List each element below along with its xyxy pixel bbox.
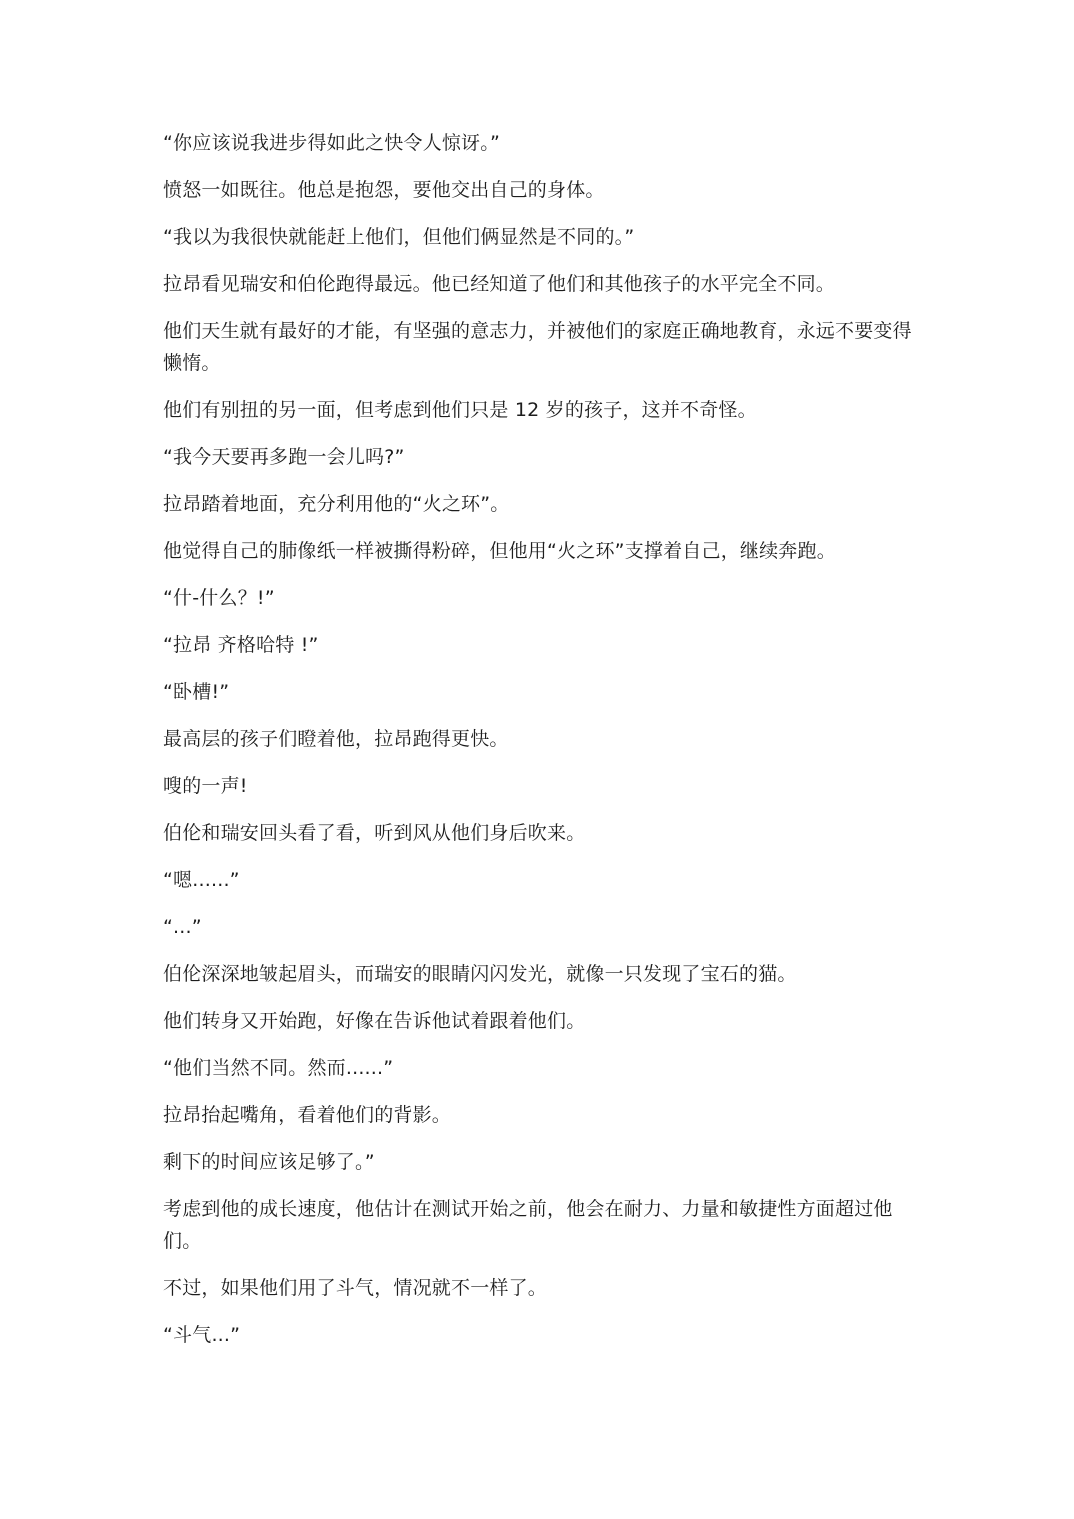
paragraph: “你应该说我进步得如此之快令人惊讶。”	[163, 132, 500, 154]
paragraph: 考虑到他的成长速度，他估计在测试开始之前，他会在耐力、力量和敏捷性方面超过他们。	[163, 1198, 893, 1252]
paragraph: 他们转身又开始跑，好像在告诉他试着跟着他们。	[163, 1010, 586, 1032]
paragraph: “嗯......”	[163, 869, 240, 891]
paragraph: 伯伦深深地皱起眉头，而瑞安的眼睛闪闪发光，就像一只发现了宝石的猫。	[163, 963, 797, 985]
paragraph: “拉昂 齐格哈特 !”	[163, 634, 319, 656]
paragraph: 他们有别扭的另一面，但考虑到他们只是 12 岁的孩子，这并不奇怪。	[163, 399, 757, 421]
paragraph: 伯伦和瑞安回头看了看，听到风从他们身后吹来。	[163, 822, 586, 844]
paragraph: “我今天要再多跑一会儿吗?”	[163, 446, 405, 468]
paragraph: “卧槽!”	[163, 681, 230, 703]
paragraph: 最高层的孩子们瞪着他，拉昂跑得更快。	[163, 728, 509, 750]
paragraph: 剩下的时间应该足够了。”	[163, 1151, 375, 1173]
paragraph: 他觉得自己的肺像纸一样被撕得粉碎，但他用“火之环”支撑着自己，继续奔跑。	[163, 540, 836, 562]
paragraph: “什-什么？!”	[163, 587, 275, 609]
paragraph: 不过，如果他们用了斗气，情况就不一样了。	[163, 1277, 548, 1299]
paragraph: 他们天生就有最好的才能，有坚强的意志力，并被他们的家庭正确地教育，永远不要变得懒惰。	[163, 320, 912, 374]
paragraph: 嗖的一声!	[163, 775, 248, 797]
paragraph: 愤怒一如既往。他总是抱怨，要他交出自己的身体。	[163, 179, 605, 201]
paragraph: 拉昂看见瑞安和伯伦跑得最远。他已经知道了他们和其他孩子的水平完全不同。	[163, 273, 836, 295]
paragraph: “他们当然不同。然而......”	[163, 1057, 394, 1079]
paragraph: “我以为我很快就能赶上他们，但他们俩显然是不同的。”	[163, 226, 635, 248]
document-page	[163, 127, 915, 1366]
paragraph: 拉昂踏着地面，充分利用他的“火之环”。	[163, 493, 510, 515]
paragraph: “斗气...”	[163, 1324, 241, 1346]
paragraph: “...”	[163, 916, 202, 938]
paragraph: 拉昂抬起嘴角，看着他们的背影。	[163, 1104, 452, 1126]
